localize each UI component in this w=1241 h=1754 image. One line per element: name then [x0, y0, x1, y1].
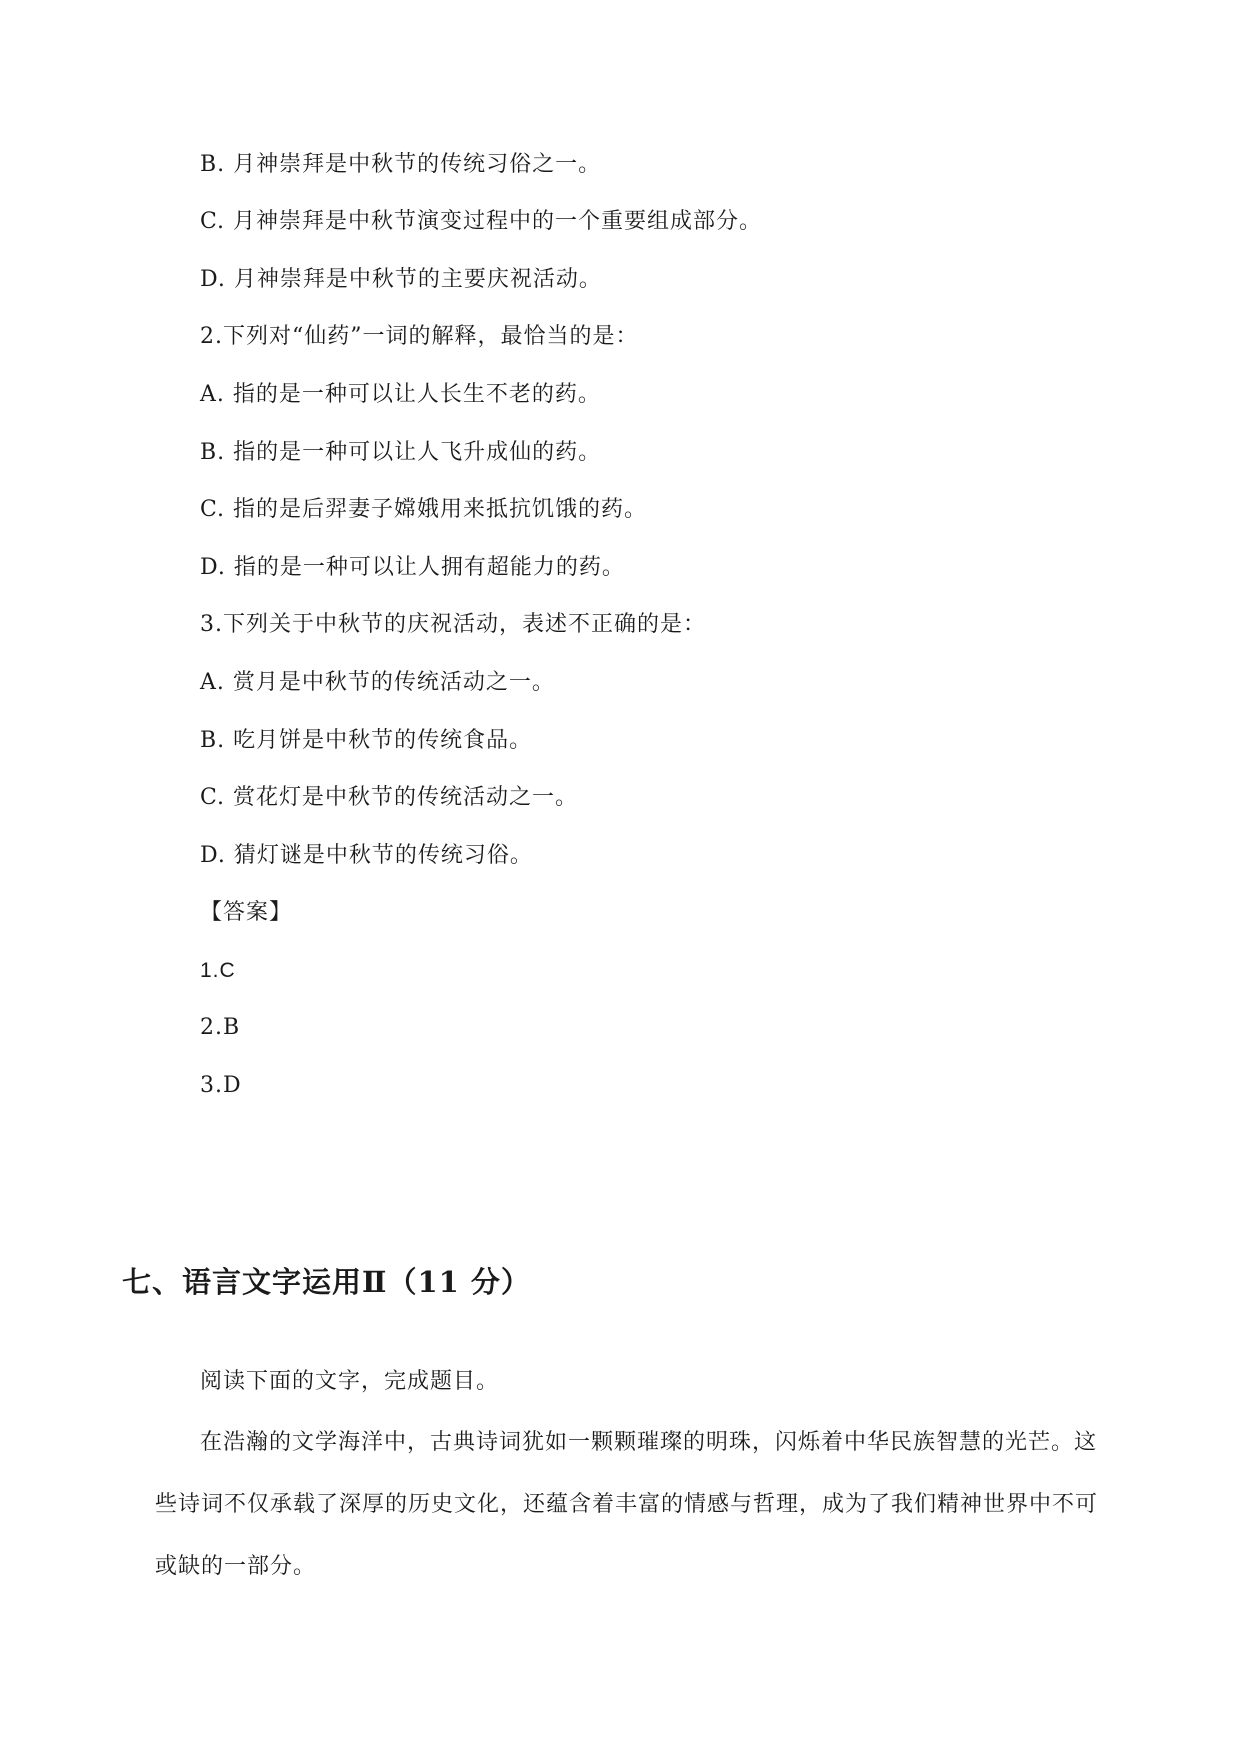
q2-option-a: A. 指的是一种可以让人长生不老的药。 — [200, 382, 601, 407]
q2-stem: 2.下列对“仙药”一词的解释，最恰当的是： — [200, 324, 639, 349]
q3-option-a: A. 赏月是中秋节的传统活动之一。 — [200, 670, 555, 695]
q2-option-c: C. 指的是后羿妻子嫦娥用来抵抗饥饿的药。 — [200, 497, 648, 522]
q3-option-b: B. 吃月饼是中秋节的传统食品。 — [200, 728, 533, 753]
q2-option-b: B. 指的是一种可以让人飞升成仙的药。 — [200, 440, 602, 465]
section-paragraph: 在浩瀚的文学海洋中，古典诗词犹如一颗颗璀璨的明珠，闪烁着中华民族智慧的光芒。这些诗词不仅承载了深厚的历史文化，还蕴含着丰富的情感与哲理，成为了我们精神世界中不可或缺的一部分。 — [155, 1430, 1099, 1579]
q2-option-d: D. 指的是一种可以让人拥有超能力的药。 — [200, 555, 625, 580]
answer-item-3: 3.D — [200, 1073, 242, 1098]
q3-option-c: C. 赏花灯是中秋节的传统活动之一。 — [200, 785, 579, 810]
answer-item-1: 1.C — [200, 959, 236, 982]
section-instruction: 阅读下面的文字，完成题目。 — [200, 1369, 500, 1394]
answer-item-2: 2.B — [200, 1015, 241, 1040]
q1-option-d: D. 月神崇拜是中秋节的主要庆祝活动。 — [200, 267, 602, 292]
q3-option-d: D. 猜灯谜是中秋节的传统习俗。 — [200, 843, 533, 868]
answer-label: 【答案】 — [200, 900, 293, 925]
q1-option-c: C. 月神崇拜是中秋节演变过程中的一个重要组成部分。 — [200, 209, 763, 234]
section-heading: 七、语言文字运用Ⅱ（11 分） — [122, 1265, 531, 1299]
q1-option-b: B. 月神崇拜是中秋节的传统习俗之一。 — [200, 152, 602, 177]
q3-stem: 3.下列关于中秋节的庆祝活动，表述不正确的是： — [200, 612, 706, 637]
